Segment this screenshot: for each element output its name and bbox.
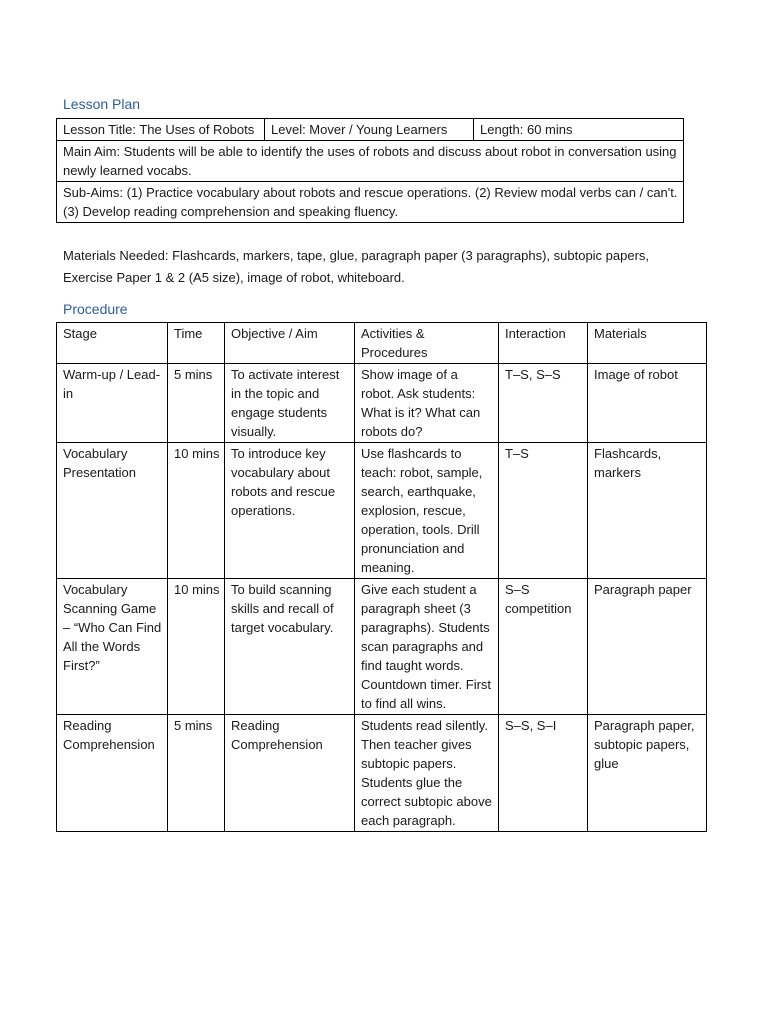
activities-cell: Use flashcards to teach: robot, sample, search, earthquake, explosion, rescue, operation, tools. Drill pronunciation and meaning. bbox=[355, 443, 499, 579]
table-row bbox=[57, 579, 707, 715]
objective-cell: To activate interest in the topic and engage students visually. bbox=[225, 364, 355, 443]
objective-cell: To introduce key vocabulary about robots and rescue operations. bbox=[225, 443, 355, 579]
time-cell: 10 mins bbox=[168, 579, 225, 715]
materials-cell: Paragraph paper, subtopic papers, glue bbox=[588, 715, 707, 832]
interaction-cell: T–S, S–S bbox=[499, 364, 588, 443]
column-header: Time bbox=[168, 323, 225, 364]
materials-cell: Paragraph paper bbox=[588, 579, 707, 715]
procedure-table bbox=[56, 322, 707, 832]
activities-cell: Students read silently. Then teacher gives subtopic papers. Students glue the correct subtopic above each paragraph. bbox=[355, 715, 499, 832]
objective-cell: To build scanning skills and recall of target vocabulary. bbox=[225, 579, 355, 715]
info-row-sub-aims bbox=[57, 182, 684, 223]
info-row-summary bbox=[57, 119, 684, 141]
length-cell: Length: 60 mins bbox=[474, 119, 684, 141]
level-cell: Level: Mover / Young Learners bbox=[265, 119, 474, 141]
procedure-header-row bbox=[57, 323, 707, 364]
info-row-main-aim bbox=[57, 141, 684, 182]
column-header: Stage bbox=[57, 323, 168, 364]
table-row bbox=[57, 443, 707, 579]
sub-aims-cell: Sub-Aims: (1) Practice vocabulary about robots and rescue operations. (2) Review modal verbs can / can't. (3) Develop reading comprehension and speaking fluency. bbox=[57, 182, 684, 223]
column-header: Materials bbox=[588, 323, 707, 364]
time-cell: 10 mins bbox=[168, 443, 225, 579]
main-aim-cell: Main Aim: Students will be able to identify the uses of robots and discuss about robot in conversation using newly learned vocabs. bbox=[57, 141, 684, 182]
table-row bbox=[57, 715, 707, 832]
stage-cell: Vocabulary Presentation bbox=[57, 443, 168, 579]
materials-needed: Materials Needed: Flashcards, markers, tape, glue, paragraph paper (3 paragraphs), subtopic papers, Exercise Paper 1 & 2 (A5 size), image of robot, whiteboard. bbox=[63, 248, 650, 285]
column-header: Interaction bbox=[499, 323, 588, 364]
procedure-heading: Procedure bbox=[63, 301, 128, 317]
lesson-title-cell: Lesson Title: The Uses of Robots bbox=[57, 119, 265, 141]
table-row bbox=[57, 364, 707, 443]
activities-cell: Show image of a robot. Ask students: What is it? What can robots do? bbox=[355, 364, 499, 443]
stage-cell: Reading Comprehension bbox=[57, 715, 168, 832]
column-header: Activities & Procedures bbox=[355, 323, 499, 364]
time-cell: 5 mins bbox=[168, 364, 225, 443]
lesson-plan-heading: Lesson Plan bbox=[63, 96, 141, 112]
materials-cell: Image of robot bbox=[588, 364, 707, 443]
interaction-cell: S–S competition bbox=[499, 579, 588, 715]
stage-cell: Vocabulary Scanning Game – “Who Can Find All the Words First?” bbox=[57, 579, 168, 715]
time-cell: 5 mins bbox=[168, 715, 225, 832]
lesson-info-table bbox=[56, 118, 684, 223]
materials-cell: Flashcards, markers bbox=[588, 443, 707, 579]
interaction-cell: T–S bbox=[499, 443, 588, 579]
activities-cell: Give each student a paragraph sheet (3 paragraphs). Students scan paragraphs and find taught words. Countdown timer. First to find all wins. bbox=[355, 579, 499, 715]
interaction-cell: S–S, S–I bbox=[499, 715, 588, 832]
objective-cell: Reading Comprehension bbox=[225, 715, 355, 832]
stage-cell: Warm-up / Lead-in bbox=[57, 364, 168, 443]
column-header: Objective / Aim bbox=[225, 323, 355, 364]
